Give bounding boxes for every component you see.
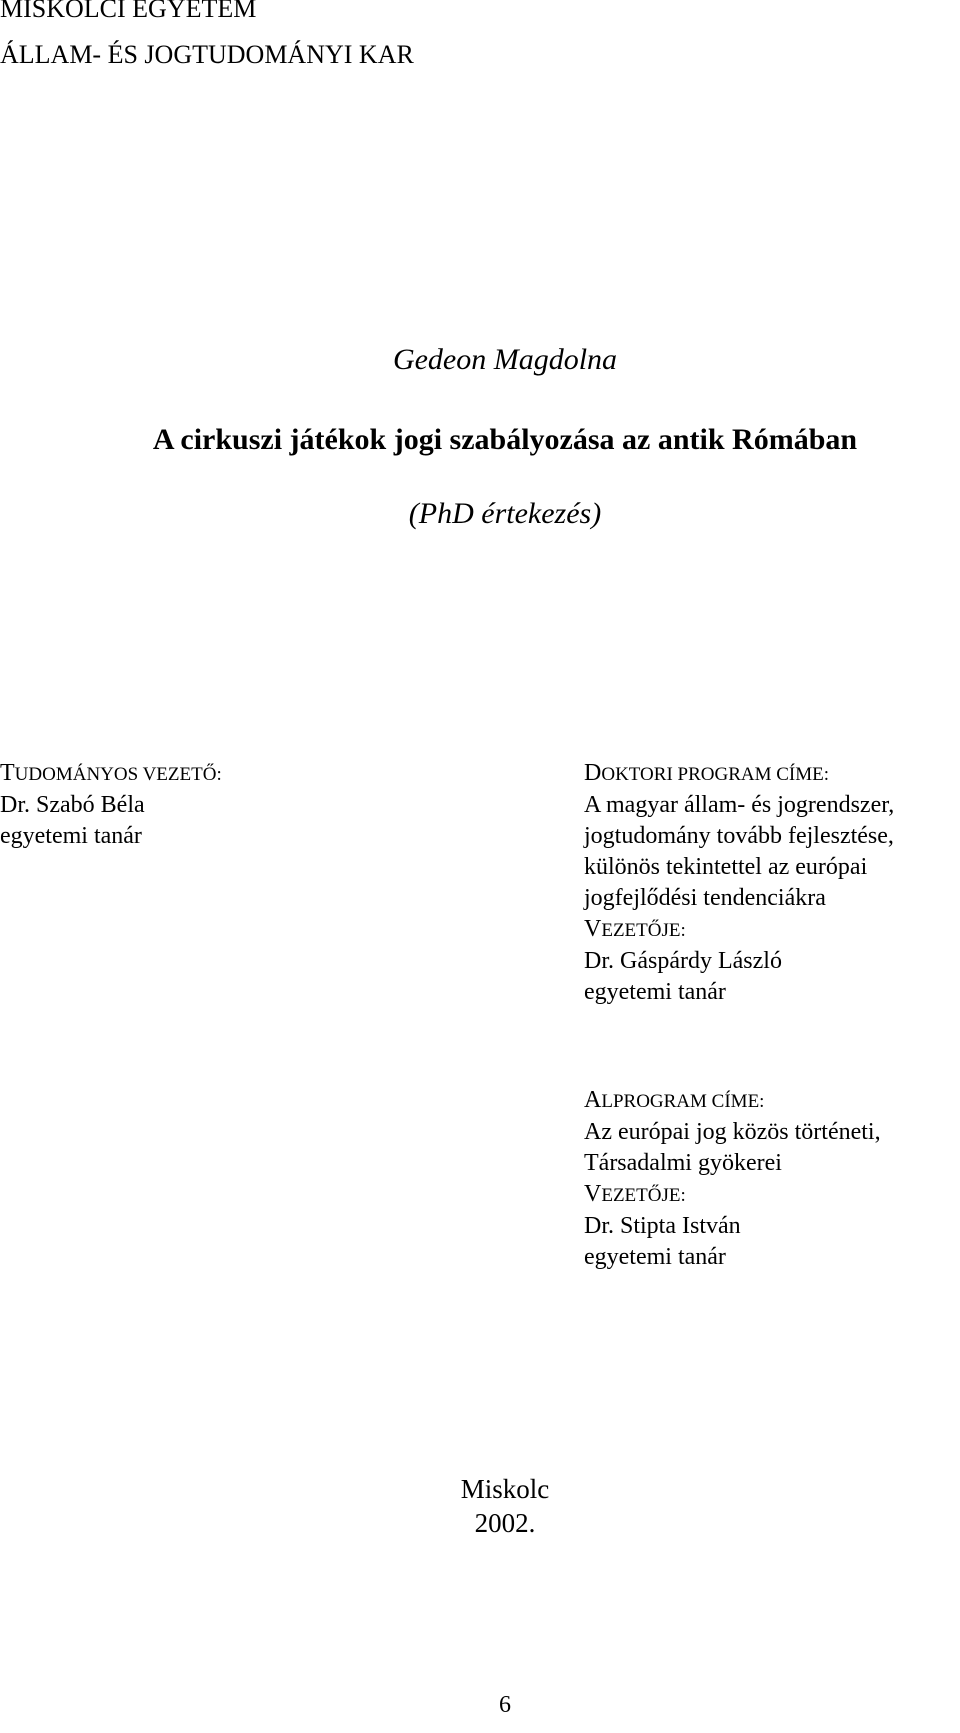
city: Miskolc: [460, 1474, 550, 1504]
supervisor-label: TUDOMÁNYOS VEZETŐ:: [0, 760, 222, 786]
doctoral-program-block: [584, 758, 894, 1008]
supervisor-name: Dr. Szabó Béla: [0, 792, 145, 818]
sub-program-block: [584, 1085, 881, 1273]
year: 2002.: [474, 1508, 536, 1538]
doctoral-program-line: különös tekintettel az európai: [584, 854, 868, 880]
doctoral-program-line: A magyar állam- és jogrendszer,: [584, 792, 895, 818]
supervisor-block: [0, 758, 222, 852]
faculty-name: ÁLLAM- ÉS JOGTUDOMÁNYI KAR: [0, 40, 414, 69]
doctoral-program-line: jogtudomány tovább fejlesztése,: [584, 823, 894, 849]
sub-program-leader-label: VEZETŐJE:: [584, 1181, 686, 1207]
page-number: 6: [499, 1692, 511, 1718]
dissertation-subtitle: (PhD értekezés): [408, 497, 602, 530]
sub-program-leader-name: Dr. Stipta István: [584, 1213, 741, 1239]
doctoral-program-leader-name: Dr. Gáspárdy László: [584, 948, 782, 974]
doctoral-program-label: DOKTORI PROGRAM CÍME:: [584, 760, 830, 786]
dissertation-title: A cirkuszi játékok jogi szabályozása az antik Rómában: [152, 423, 858, 456]
sub-program-line: Az európai jog közös történeti,: [584, 1119, 881, 1145]
sub-program-label: ALPROGRAM CÍME:: [584, 1087, 765, 1113]
doctoral-program-line: jogfejlődési tendenciákra: [584, 885, 826, 911]
sub-program-line: Társadalmi gyökerei: [584, 1150, 782, 1176]
university-name: MISKOLCI EGYETEM: [0, 0, 257, 23]
doctoral-program-leader-role: egyetemi tanár: [584, 979, 726, 1005]
supervisor-role: egyetemi tanár: [0, 823, 142, 849]
sub-program-leader-role: egyetemi tanár: [584, 1244, 726, 1270]
author-name: Gedeon Magdolna: [392, 343, 618, 376]
doctoral-program-leader-label: VEZETŐJE:: [584, 916, 686, 942]
